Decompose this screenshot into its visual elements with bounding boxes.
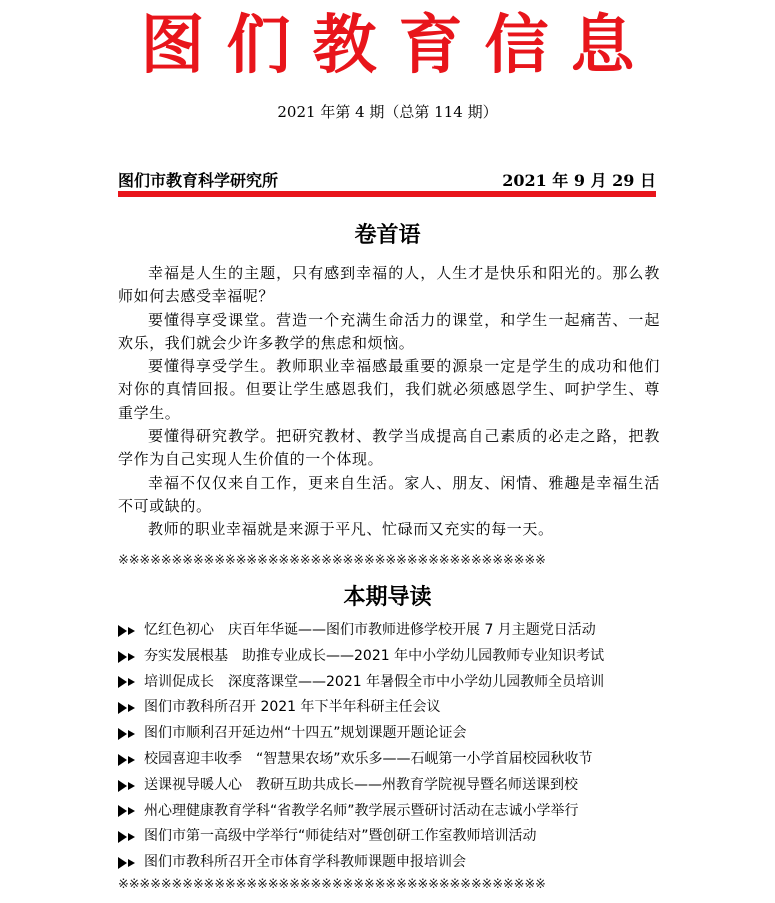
guide-item-text: 州心理健康教育学科“省教学名师”教学展示暨研讨活动在志诚小学举行 (144, 802, 579, 819)
guide-item-text: 培训促成长 深度落课堂——2021 年暑假全市中小学幼儿园教师全员培训 (144, 673, 605, 690)
preface-title: 卷首语 (354, 223, 421, 248)
guide-item-text: 图们市第一高级中学举行“师徒结对”暨创研工作室教师培训活动 (144, 828, 537, 845)
preface-paragraph: 幸福不仅仅来自工作，更来自生活。家人、朋友、闲情、雅趣是幸福生活不可或缺的。 (118, 473, 660, 515)
preface-paragraph: 幸福是人生的主题，只有感到幸福的人，人生才是快乐和阳光的。那么教师如何去感受幸福呢？ (118, 264, 660, 306)
preface-paragraph: 教师的职业幸福就是来源于平凡、忙碌而又充实的每一天。 (148, 520, 554, 539)
ornament-divider: ※※※※※※※※※※※※※※※※※※※※※※※※※※※※※※※※※※※※※※※※ (118, 553, 546, 568)
arrow-bullet-icon (118, 779, 144, 793)
guide-item-text: 校园喜迎丰收季 “智慧果农场”欢乐多——石岘第一小学首届校园秋收节 (144, 750, 593, 767)
guide-item[interactable] (118, 824, 678, 850)
masthead-title: 图们教育信息 (140, 8, 657, 83)
preface-paragraph: 要懂得享受课堂。营造一个充满生命活力的课堂，和学生一起痛苦、一起欢乐，我们就会少许多教学的焦虑和烦恼。 (118, 310, 660, 352)
arrow-bullet-icon (118, 650, 144, 664)
arrow-bullet-icon (118, 701, 144, 715)
preface-paragraph: 要懂得享受学生。教师职业幸福感最重要的源泉一定是学生的成功和他们对你的真情回报。但要让学生感恩我们，我们就必须感恩学生、呵护学生、尊重学生。 (118, 357, 660, 422)
ornament-divider: ※※※※※※※※※※※※※※※※※※※※※※※※※※※※※※※※※※※※※※※※ (118, 877, 546, 892)
arrow-bullet-icon (118, 624, 144, 638)
guide-item-text: 图们市教科所召开全市体育学科教师课题申报培训会 (144, 854, 466, 871)
guide-item-text: 图们市教科所召开 2021 年下半年科研主任会议 (144, 699, 441, 716)
guide-item-text: 图们市顺利召开延边州“十四五”规划课题开题论证会 (144, 725, 467, 742)
publish-date: 2021 年 9 月 29 日 (502, 171, 656, 190)
guide-item-text: 忆红色初心 庆百年华诞——图们市教师进修学校开展 7 月主题党日活动 (144, 622, 596, 638)
publisher: 图们市教育科学研究所 (118, 171, 279, 190)
guide-item[interactable] (118, 799, 678, 825)
preface-body (118, 262, 660, 542)
guide-item[interactable] (118, 670, 678, 696)
guide-item[interactable] (118, 618, 678, 644)
issue-line: 2021 年第 4 期（总第 114 期） (277, 103, 498, 121)
guide-item[interactable] (118, 721, 678, 747)
arrow-bullet-icon (118, 753, 144, 767)
publication-row (118, 168, 656, 191)
preface-paragraph: 要懂得研究教学。把研究教材、教学当成提高自己素质的必走之路，把教学作为自己实现人生价值的一个体现。 (118, 427, 660, 469)
arrow-bullet-icon (118, 804, 144, 818)
guide-item-text: 送课视导暖人心 教研互助共成长——州教育学院视导暨名师送课到校 (144, 776, 578, 793)
arrow-bullet-icon (118, 675, 144, 689)
guide-item[interactable] (118, 850, 678, 876)
guide-item-text: 夯实发展根基 助推专业成长——2021 年中小学幼儿园教师专业知识考试 (144, 647, 605, 664)
guide-item[interactable] (118, 773, 678, 799)
arrow-bullet-icon (118, 830, 144, 844)
arrow-bullet-icon (118, 727, 144, 741)
guide-title: 本期导读 (343, 585, 432, 610)
guide-item[interactable] (118, 747, 678, 773)
guide-item[interactable] (118, 644, 678, 670)
red-rule (118, 191, 656, 197)
guide-item[interactable] (118, 695, 678, 721)
guide-list (118, 618, 678, 876)
arrow-bullet-icon (118, 856, 144, 870)
